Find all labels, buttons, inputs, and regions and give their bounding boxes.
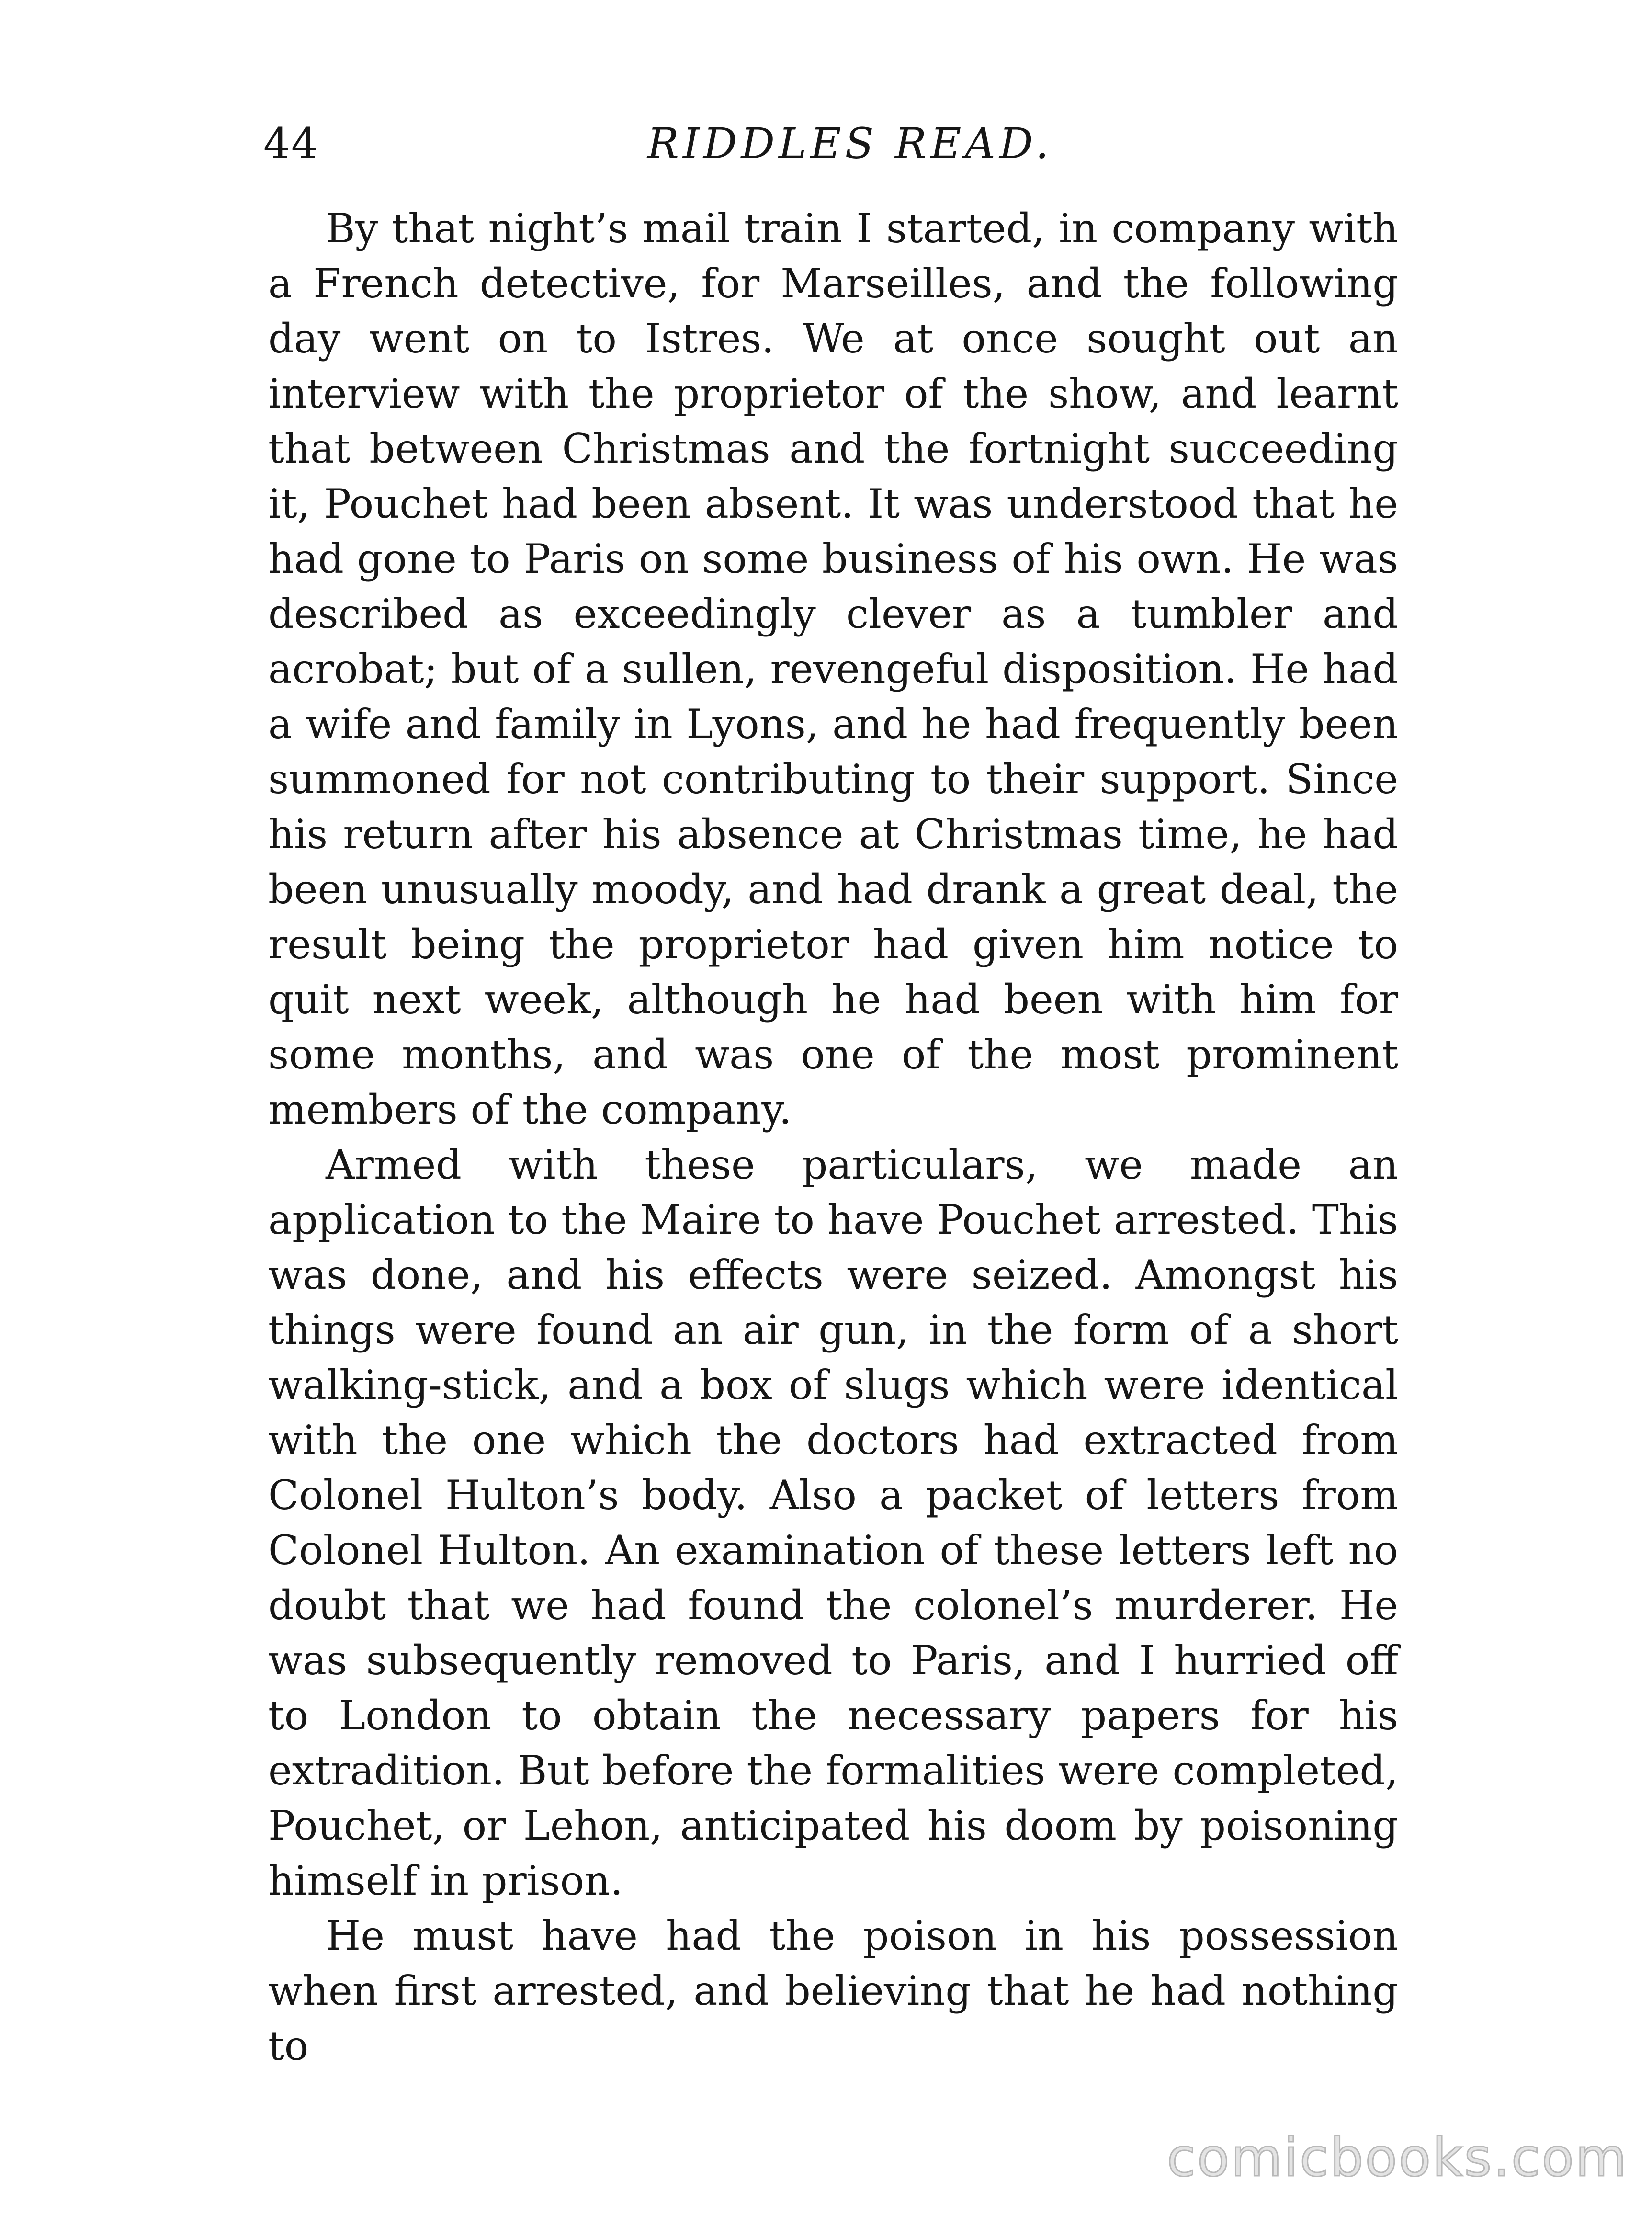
paragraph: He must have had the poison in his possession when first arrested, and believing that he had nothing to bbox=[268, 1912, 1398, 2069]
page-header bbox=[263, 115, 1398, 172]
paragraph: Armed with these particulars, we made an application to the Maire to have Pouchet arrested. This was done, and his effects were seized. Amongst his things were found an air gun, in the form of a short walking-stick, and a box of slugs which were identical with the one which the doctors had extracted from Colonel Hulton’s body. Also a packet of letters from Colonel Hulton. An examination of these letters left no doubt that we had found the colonel’s murderer. He was subsequently removed to Paris, and I hurried off to London to obtain the necessary papers for his extradition. But before the formalities were completed, Pouchet, or Lehon, anticipated his doom by poisoning himself in prison. bbox=[268, 1141, 1398, 1904]
paragraph: By that night’s mail train I started, in company with a French detective, for Marseilles, and the following day went on to Istres. We at once sought out an interview with the proprietor of the show, and learnt that between Christmas and the fortnight succeeding it, Pouchet had been absent. It was understood that he had gone to Paris on some business of his own. He was described as exceedingly clever as a tumbler and acrobat; but of a sullen, revengeful disposition. He had a wife and family in Lyons, and he had frequently been summoned for not contributing to their support. Since his return after his absence at Christmas time, he had been unusually moody, and had drank a great deal, the result being the proprietor had given him notice to quit next week, although he had been with him for some months, and was one of the most prominent members of the company. bbox=[268, 205, 1398, 1133]
page-number: 44 bbox=[263, 119, 319, 168]
body-text bbox=[268, 201, 1398, 2074]
running-title: RIDDLES READ. bbox=[647, 119, 1053, 168]
watermark: comicbooks.com bbox=[1166, 2127, 1628, 2188]
